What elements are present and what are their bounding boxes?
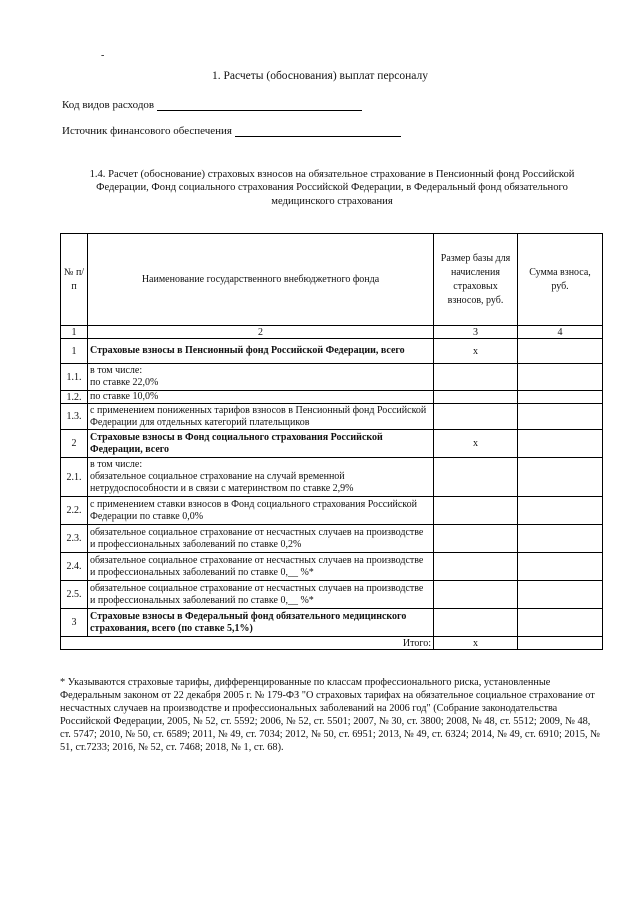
table-row <box>61 525 603 553</box>
row-number: 2.3. <box>61 525 88 553</box>
row-base-cell[interactable] <box>434 581 518 609</box>
row-amount-cell[interactable] <box>518 404 603 430</box>
row-fund-name: обязательное социальное страхование от несчастных случаев на производстве и профессиональных заболеваний по ставке 0,2% <box>88 525 434 553</box>
top-dash-mark: - <box>101 50 105 61</box>
total-base-cell: x <box>434 637 518 650</box>
row-base-cell[interactable] <box>434 458 518 497</box>
row-amount-cell[interactable] <box>518 339 603 364</box>
contributions-table <box>60 233 603 650</box>
table-row <box>61 430 603 458</box>
row-base-cell[interactable] <box>434 391 518 404</box>
table-row <box>61 391 603 404</box>
row-number: 2 <box>61 430 88 458</box>
header-fund-name: Наименование государственного внебюджетного фонда <box>88 234 434 326</box>
header-row <box>61 234 603 326</box>
row-base-cell[interactable] <box>434 364 518 391</box>
row-number: 1.3. <box>61 404 88 430</box>
row-fund-name: обязательное социальное страхование от несчастных случаев на производстве и профессиональных заболеваний по ставке 0,__ %* <box>88 553 434 581</box>
row-number: 3 <box>61 609 88 637</box>
row-amount-cell[interactable] <box>518 458 603 497</box>
col-number: 4 <box>518 326 603 339</box>
table-row <box>61 364 603 391</box>
row-fund-name: Страховые взносы в Фонд социального страхования Российской Федерации, всего <box>88 430 434 458</box>
expense-code-label: Код видов расходов <box>62 99 155 111</box>
header-base: Размер базы для начисления страховых взносов, руб. <box>434 234 518 326</box>
expense-code-row <box>62 99 362 111</box>
row-fund-name: Страховые взносы в Пенсионный фонд Российской Федерации, всего <box>88 339 434 364</box>
row-amount-cell[interactable] <box>518 609 603 637</box>
expense-code-blank[interactable] <box>157 99 362 111</box>
row-amount-cell[interactable] <box>518 364 603 391</box>
row-amount-cell[interactable] <box>518 497 603 525</box>
row-base-cell[interactable] <box>434 525 518 553</box>
row-fund-name: в том числе: по ставке 22,0% <box>88 364 434 391</box>
row-number: 1.2. <box>61 391 88 404</box>
funding-source-blank[interactable] <box>235 125 401 137</box>
row-amount-cell[interactable] <box>518 391 603 404</box>
footnote: * Указываются страховые тарифы, дифференцированные по классам профессионального риска, установленные Федеральным законом от 22 декабря 2005 г. № 179-ФЗ "О страховых тарифах на обязательное социальное страхование от несчастных случаев на производстве и профессиональных заболеваний на 2006 год" (Собрание законодательства Российской Федерации, 2005, № 52, ст. 5592; 2006, № 52, ст. 5501; 2007, № 30, ст. 3800; 2008, № 48, ст. 5512; 2009, № 48, ст. 5747; 2010, № 50, ст. 6589; 2011, № 49, ст. 7034; 2012, № 50, ст. 6951; 2013, № 49, ст. 6324; 2014, № 49, ст. 6910; 2015, № 51, ст.7233; 2016, № 52, ст. 7468; 2018, № 1, ст. 68). <box>60 677 600 753</box>
table-row <box>61 404 603 430</box>
table-row <box>61 609 603 637</box>
table-row <box>61 458 603 497</box>
column-number-row <box>61 326 603 339</box>
row-amount-cell[interactable] <box>518 553 603 581</box>
row-amount-cell[interactable] <box>518 581 603 609</box>
row-number: 1.1. <box>61 364 88 391</box>
row-number: 2.4. <box>61 553 88 581</box>
row-fund-name: по ставке 10,0% <box>88 391 434 404</box>
row-amount-cell[interactable] <box>518 525 603 553</box>
row-fund-name: в том числе: обязательное социальное страхование на случай временной нетрудоспособности и в связи с материнством по ставке 2,9% <box>88 458 434 497</box>
total-amount-cell[interactable] <box>518 637 603 650</box>
funding-source-row <box>62 125 401 137</box>
row-base-cell[interactable] <box>434 497 518 525</box>
row-number: 2.5. <box>61 581 88 609</box>
row-base-cell[interactable] <box>434 553 518 581</box>
header-num: № п/п <box>61 234 88 326</box>
subsection-title: 1.4. Расчет (обоснование) страховых взносов на обязательное страхование в Пенсионный фонд Российской Федерации, Фонд социального страхования Российской Федерации, в Федеральный фонд обязательного медицинского страхования <box>89 169 575 207</box>
row-fund-name: Страховые взносы в Федеральный фонд обязательного медицинского страхования, всего (по ставке 5,1%) <box>88 609 434 637</box>
funding-source-label: Источник финансового обеспечения <box>62 125 232 137</box>
header-amount: Сумма взноса, руб. <box>518 234 603 326</box>
table-row <box>61 339 603 364</box>
row-number: 2.2. <box>61 497 88 525</box>
row-amount-cell[interactable] <box>518 430 603 458</box>
row-number: 2.1. <box>61 458 88 497</box>
row-fund-name: обязательное социальное страхование от несчастных случаев на производстве и профессиональных заболеваний по ставке 0,__ %* <box>88 581 434 609</box>
row-base-cell[interactable] <box>434 404 518 430</box>
total-row <box>61 637 603 650</box>
table-row <box>61 553 603 581</box>
row-base-cell[interactable] <box>434 609 518 637</box>
col-number: 3 <box>434 326 518 339</box>
col-number: 1 <box>61 326 88 339</box>
col-number: 2 <box>88 326 434 339</box>
table-row <box>61 581 603 609</box>
row-base-cell: x <box>434 430 518 458</box>
table-row <box>61 497 603 525</box>
row-base-cell: x <box>434 339 518 364</box>
row-fund-name: с применением ставки взносов в Фонд социального страхования Российской Федерации по ставке 0,0% <box>88 497 434 525</box>
row-fund-name: с применением пониженных тарифов взносов в Пенсионный фонд Российской Федерации для отдельных категорий плательщиков <box>88 404 434 430</box>
row-number: 1 <box>61 339 88 364</box>
section-title: 1. Расчеты (обоснования) выплат персоналу <box>211 70 429 82</box>
total-label: Итого: <box>61 637 434 650</box>
